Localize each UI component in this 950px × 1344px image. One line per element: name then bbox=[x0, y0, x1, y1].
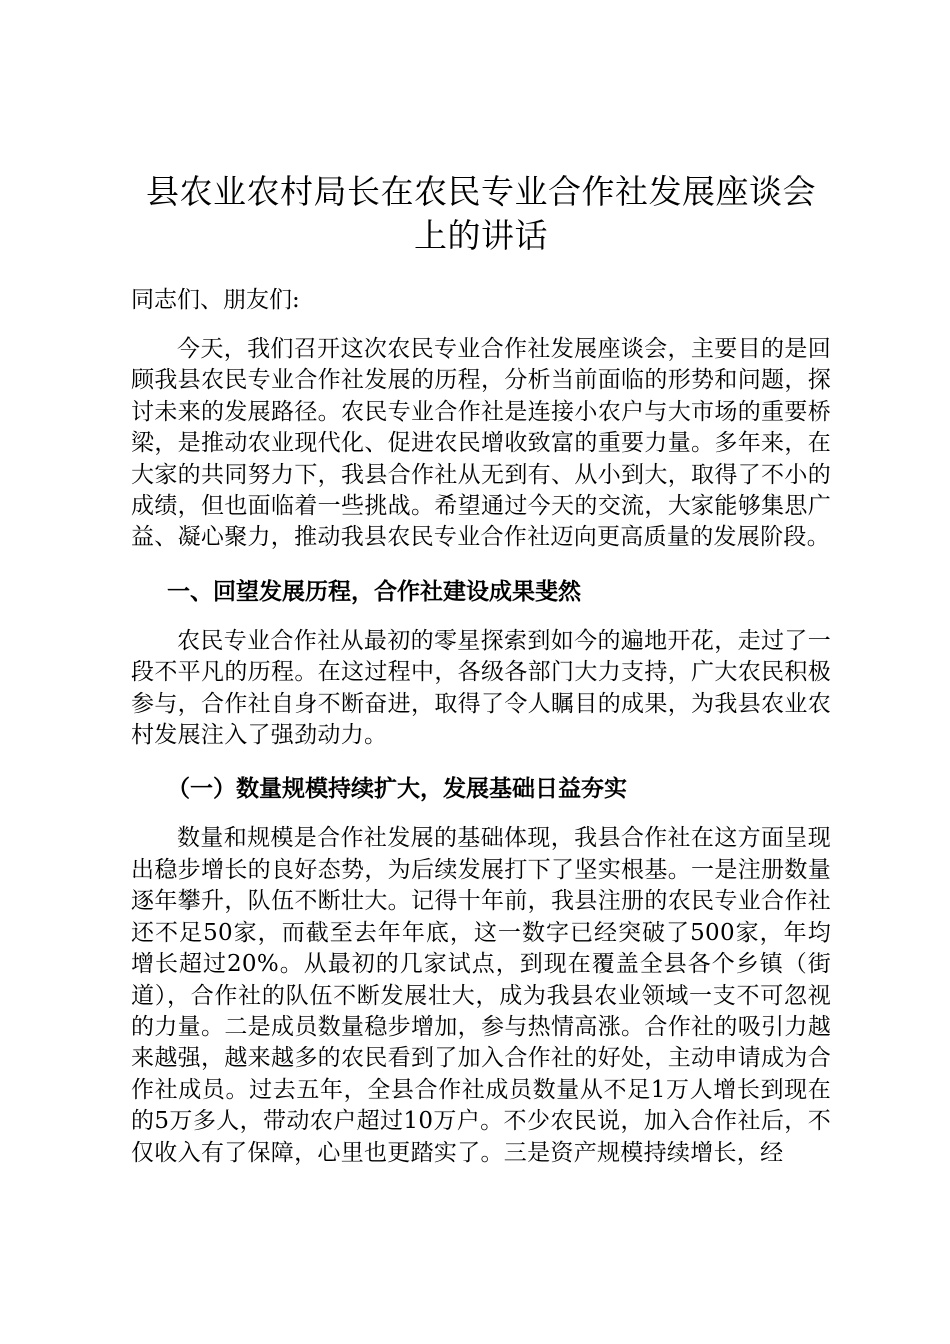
subsection-heading: （一）数量规模持续扩大，发展基础日益夯实 bbox=[167, 776, 627, 803]
section-heading: 一、回望发展历程，合作社建设成果斐然 bbox=[167, 578, 581, 605]
document-title: 县农业农村局长在农民专业合作社发展座谈会上的讲话 bbox=[146, 172, 816, 255]
document-body bbox=[131, 170, 831, 1169]
salutation: 同志们、朋友们: bbox=[131, 287, 300, 313]
subsection-paragraph: 数量和规模是合作社发展的基础体现，我县合作社在这方面呈现出稳步增长的良好态势，为后续发展打下了坚实根基。一是注册数量逐年攀升，队伍不断壮大。记得十年前，我县注册的农民专业合作社还不足50家，而截至去年年底，这一数字已经突破了500家，年均增长超过20%。从最初的几家试点，到现在覆盖全县各个乡镇（街道），合作社的队伍不断发展壮大，成为我县农业领域一支不可忽视的力量。二是成员数量稳步增加，参与热情高涨。合作社的吸引力越来越强，越来越多的农民看到了加入合作社的好处，主动申请成为合作社成员。过去五年，全县合作社成员数量从不足1万人增长到现在的5万多人，带动农户超过10万户。不少农民说，加入合作社后，不仅收入有了保障，心里也更踏实了。三是资产规模持续增长，经 bbox=[131, 825, 831, 1166]
section-paragraph: 农民专业合作社从最初的零星探索到如今的遍地开花，走过了一段不平凡的历程。在这过程中，各级各部门大力支持，广大农民积极参与，合作社自身不断奋进，取得了令人瞩目的成果，为我县农业农村发展注入了强劲动力。 bbox=[131, 627, 831, 749]
intro-paragraph: 今天，我们召开这次农民专业合作社发展座谈会，主要目的是回顾我县农民专业合作社发展的历程，分析当前面临的形势和问题，探讨未来的发展路径。农民专业合作社是连接小农户与大市场的重要桥梁，是推动农业现代化、促进农民增收致富的重要力量。多年来，在大家的共同努力下，我县合作社从无到有、从小到大，取得了不小的成绩，但也面临着一些挑战。希望通过今天的交流，大家能够集思广益、凝心聚力，推动我县农民专业合作社迈向更高质量的发展阶段。 bbox=[131, 336, 831, 551]
